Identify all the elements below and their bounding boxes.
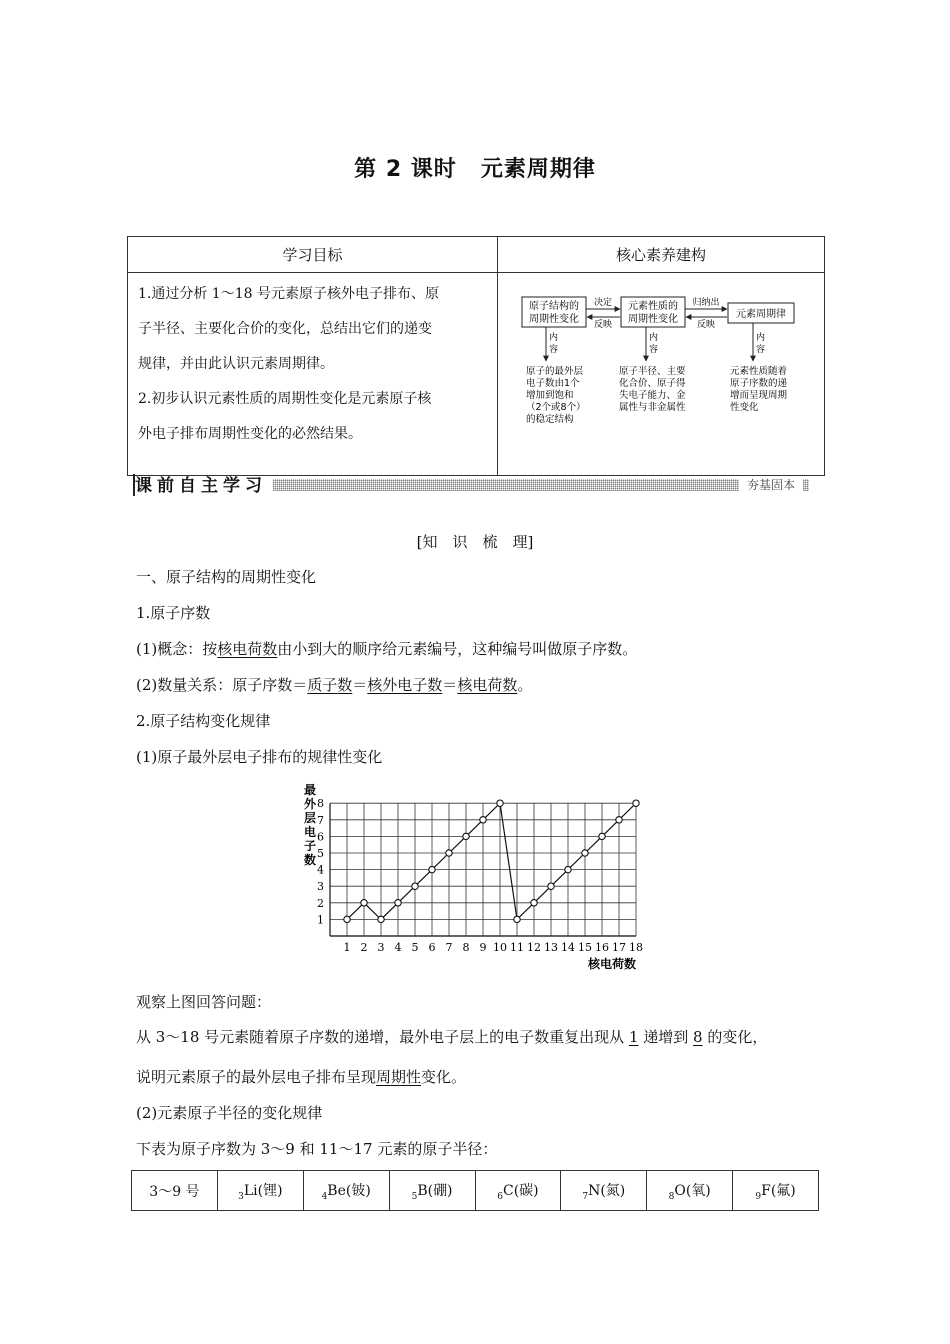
learning-goals (128, 273, 498, 476)
svg-text:性变化: 性变化 (730, 402, 759, 413)
x-tick-label: 9 (479, 941, 487, 954)
x-tick-label: 8 (462, 941, 470, 954)
data-point (514, 916, 520, 922)
y-tick-label: 1 (317, 913, 324, 927)
goal-line: 外电子排布周期性变化的必然结果。 (138, 426, 362, 442)
svg-text:原子半径、主要: 原子半径、主要 (619, 366, 686, 377)
y-tick-label: 2 (317, 896, 324, 910)
y-axis-label-char: 层 (303, 811, 317, 825)
data-point (429, 866, 435, 872)
table-row (132, 1171, 819, 1211)
y-axis-label-char: 子 (303, 839, 317, 853)
data-point (480, 817, 486, 823)
paragraph-concept: (1)概念：按核电荷数由小到大的顺序给元素编号，这种编号叫做原子序数。 (136, 640, 638, 658)
y-tick-label: 4 (317, 863, 324, 877)
svg-text:增加到饱和: 增加到饱和 (526, 390, 574, 401)
data-point (616, 817, 622, 823)
element-cell: $_4$Be(铍) (303, 1171, 389, 1211)
lesson-number: 第 2 课时 (354, 157, 457, 182)
element-cell: $_7$N(氮) (561, 1171, 647, 1211)
x-tick-label: 12 (527, 941, 541, 954)
x-tick-label: 3 (377, 941, 385, 954)
note-law (730, 365, 788, 413)
heading-1-2-2: (2)元素原子半径的变化规律 (136, 1104, 323, 1122)
x-tick-label: 6 (428, 941, 436, 954)
data-point (497, 800, 503, 806)
y-tick-label: 7 (317, 813, 324, 827)
data-point (531, 900, 537, 906)
banner-tag: 夯基固本 (739, 477, 803, 493)
observe-prompt: 观察上图回答问题： (136, 993, 272, 1011)
blank-answer: 8 (693, 1028, 703, 1046)
x-tick-label: 5 (411, 941, 419, 954)
x-tick-label: 2 (360, 941, 368, 954)
svg-text:原子序数的递: 原子序数的递 (730, 378, 788, 389)
data-point (361, 900, 367, 906)
heading-1-2-1: (1)原子最外层电子排布的规律性变化 (136, 748, 383, 766)
note-structure (526, 365, 586, 425)
x-tick-label: 15 (578, 941, 592, 954)
arrow1-bottom: 反映 (593, 320, 613, 330)
element-cell: $_5$B(硼) (389, 1171, 475, 1211)
y-axis-label-char: 电 (303, 825, 317, 839)
x-tick-label: 7 (445, 941, 453, 954)
data-point (633, 800, 639, 806)
electron-chart (296, 778, 666, 974)
content-label-3a: 内 (756, 333, 766, 343)
svg-text:的稳定结构: 的稳定结构 (526, 414, 574, 425)
goals-header-right: 核心素养建构 (498, 237, 825, 273)
heading-1-2: 2.原子结构变化规律 (136, 712, 271, 730)
blank-answer: 核电荷数 (217, 640, 278, 658)
element-cell: $_6$C(碳) (475, 1171, 561, 1211)
blank-answer: 核外电子数 (367, 676, 443, 694)
arrow2-top: 归纳出 (692, 298, 720, 308)
lesson-name: 元素周期律 (480, 157, 596, 182)
box3-label: 元素周期律 (736, 309, 786, 320)
svg-text:属性与非金属性: 属性与非金属性 (619, 402, 686, 413)
y-axis-label-char: 最 (303, 783, 317, 797)
answer-line-1: 从 3～18 号元素随着原子序数的递增，最外电子层上的电子数重复出现从 1 递增到 8 的变化， (136, 1028, 768, 1046)
content-label-1a: 内 (549, 333, 559, 343)
x-tick-label: 4 (394, 941, 402, 954)
banner-pattern (273, 479, 809, 491)
blank-answer: 1 (628, 1028, 639, 1046)
arrow2-bottom: 反映 (696, 320, 716, 330)
svg-text:失电子能力、金: 失电子能力、金 (619, 390, 686, 401)
box2-line2: 周期性变化 (628, 314, 678, 325)
box1-line2: 周期性变化 (529, 314, 579, 325)
heading-1-1: 1.原子序数 (136, 604, 211, 622)
section-banner (127, 474, 824, 498)
blank-answer: 核电荷数 (457, 676, 518, 694)
x-tick-label: 1 (343, 941, 351, 954)
y-tick-label: 6 (317, 830, 324, 844)
content-label-2b: 容 (649, 345, 659, 355)
data-point (548, 883, 554, 889)
data-point (378, 916, 384, 922)
svg-text:化合价、原子得: 化合价、原子得 (619, 378, 686, 389)
goals-table (127, 236, 825, 476)
paragraph-relation: (2)数量关系：原子序数＝质子数＝核外电子数＝核电荷数。 (136, 676, 533, 694)
concept-map (498, 273, 824, 471)
element-cell: $_9$F(氟) (733, 1171, 819, 1211)
data-point (412, 883, 418, 889)
data-point (446, 850, 452, 856)
arrow1-top: 决定 (593, 298, 613, 308)
y-tick-label: 3 (317, 880, 324, 894)
element-cell: $_8$O(氧) (647, 1171, 733, 1211)
svg-text:增而呈现周期: 增而呈现周期 (730, 390, 788, 401)
x-tick-label: 14 (561, 941, 575, 954)
row-label: 3～9 号 (132, 1171, 218, 1211)
goal-line: 2.初步认识元素性质的周期性变化是元素原子核 (138, 391, 432, 407)
svg-text:元素性质随着: 元素性质随着 (730, 366, 788, 377)
y-tick-label: 8 (317, 797, 324, 811)
box1-line1: 原子结构的 (529, 301, 579, 312)
goal-line: 1.通过分析 1～18 号元素原子核外电子排布、原 (138, 286, 439, 302)
y-axis-label-char: 外 (303, 797, 317, 811)
x-tick-label: 10 (493, 941, 507, 954)
radius-table (131, 1170, 819, 1211)
data-point (344, 916, 350, 922)
goals-header-left: 学习目标 (128, 237, 498, 273)
box2-line1: 元素性质的 (628, 301, 678, 312)
x-tick-label: 17 (612, 941, 626, 954)
blank-answer: 周期性 (376, 1068, 422, 1086)
data-point (395, 900, 401, 906)
svg-text:原子的最外层: 原子的最外层 (526, 366, 584, 377)
element-cell: $_3$Li(锂) (217, 1171, 303, 1211)
x-tick-label: 13 (544, 941, 558, 954)
heading-1: 一、原子结构的周期性变化 (136, 568, 317, 586)
series-line (347, 803, 636, 919)
concept-map-cell (498, 273, 825, 476)
section-heading: [知 识 梳 理] (416, 533, 534, 551)
x-axis-label: 核电荷数 (587, 957, 636, 971)
x-tick-label: 18 (629, 941, 643, 954)
data-point (582, 850, 588, 856)
banner-title: 课前自主学习 (135, 476, 267, 496)
blank-answer: 质子数 (307, 676, 353, 694)
page-title (0, 152, 950, 183)
data-point (463, 833, 469, 839)
table-intro: 下表为原子序数为 3～9 和 11～17 元素的原子半径： (136, 1140, 498, 1158)
x-tick-label: 16 (595, 941, 609, 954)
answer-line-2: 说明元素原子的最外层电子排布呈现周期性变化。 (136, 1068, 467, 1086)
svg-text:电子数由1个: 电子数由1个 (526, 378, 580, 389)
goal-line: 规律，并由此认识元素周期律。 (138, 356, 334, 372)
data-point (599, 833, 605, 839)
note-properties (619, 365, 686, 413)
y-tick-label: 5 (317, 847, 324, 860)
content-label-3b: 容 (756, 345, 766, 355)
content-label-1b: 容 (549, 345, 559, 355)
data-point (565, 866, 571, 872)
svg-text:（2个或8个）: （2个或8个） (526, 402, 586, 413)
x-tick-label: 11 (510, 941, 524, 954)
goal-line: 子半径、主要化合价的变化，总结出它们的递变 (138, 321, 432, 337)
content-label-2a: 内 (649, 333, 659, 343)
y-axis-label-char: 数 (303, 853, 317, 867)
